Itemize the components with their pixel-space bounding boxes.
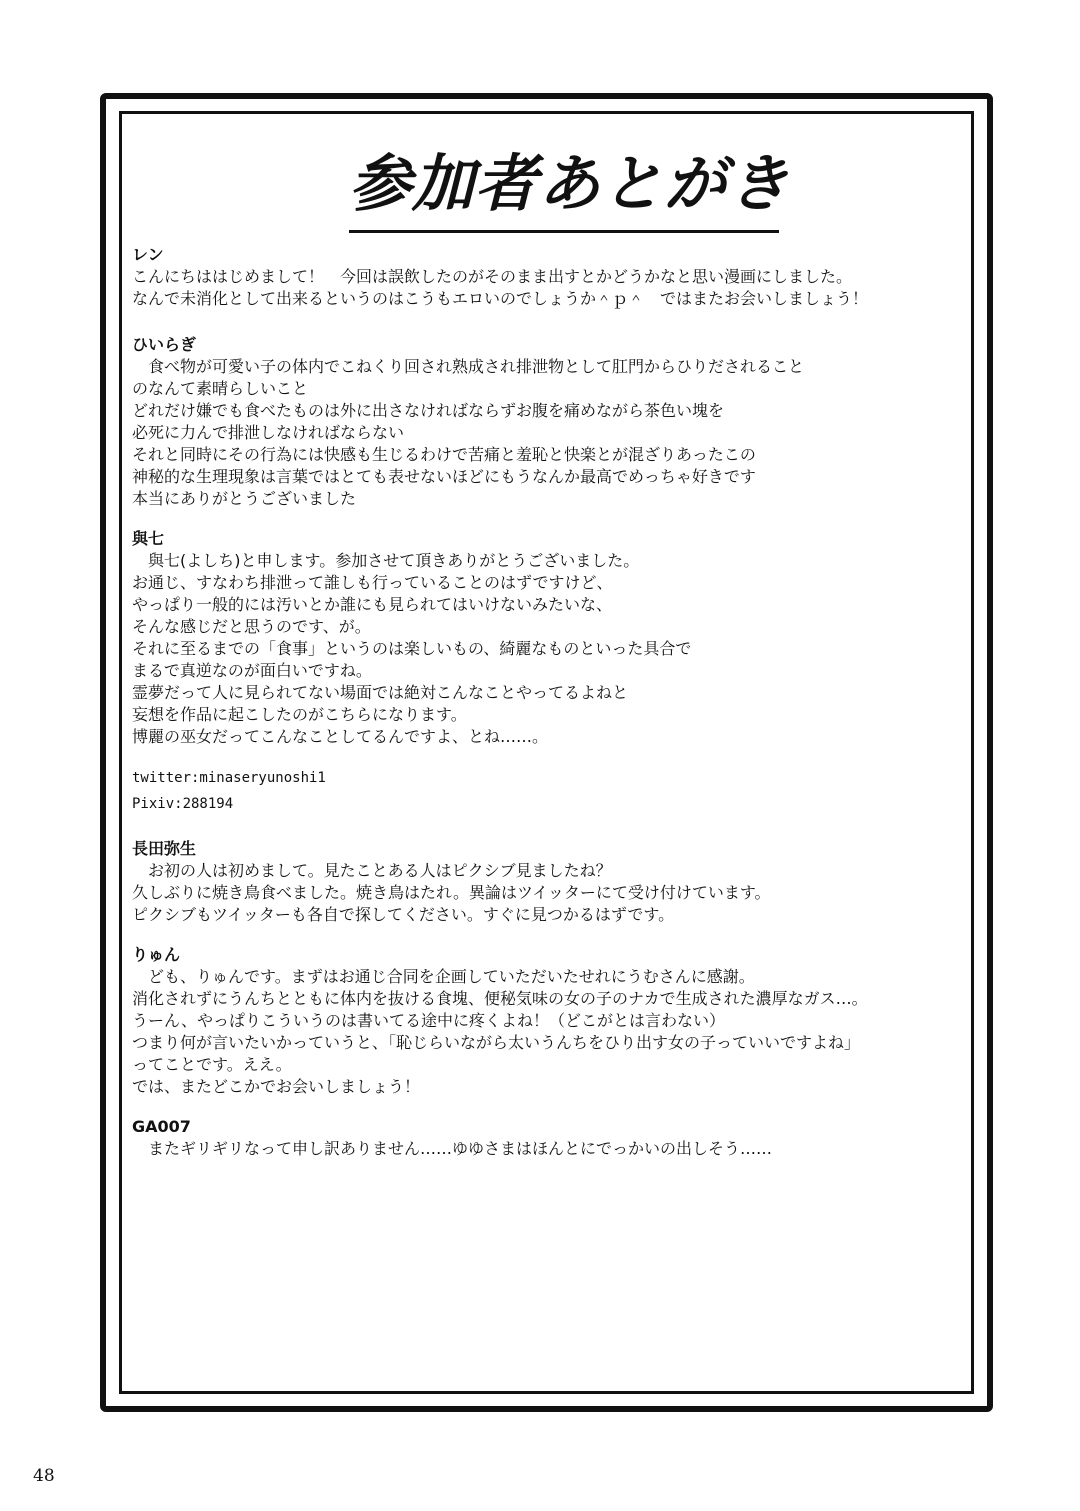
section-ga007 (132, 1116, 992, 1160)
text-line: なんで未消化として出来るというのはこうもエロいのでしょうか＾ｐ＾ ではまたお会いしましょう！ (132, 289, 869, 308)
author-name: GA007 (132, 1117, 191, 1136)
text-line: ピクシブもツイッターも各自で探してください。すぐに見つかるはずです。 (132, 905, 675, 924)
text-line: そんな感じだと思うのです、が。 (132, 617, 371, 636)
text-line: まるで真逆なのが面白いですね。 (132, 661, 372, 680)
author-name: 與七 (132, 529, 165, 548)
text-line: それに至るまでの「食事」というのは楽しいもの、綺麗なものといった具合で (132, 639, 692, 658)
text-line: 本当にありがとうございました (132, 489, 357, 508)
text-line: 消化されずにうんちとともに体内を抜ける食塊、便秘気味の女の子のナカで生成された濃厚なガス…。 (132, 989, 868, 1008)
text-line: 博麗の巫女だってこんなことしてるんですよ、とね……。 (132, 727, 549, 746)
text-line: お初の人は初めまして。見たことある人はピクシブ見ましたね？ (132, 861, 612, 880)
text-line: 妄想を作品に起こしたのがこちらになります。 (132, 705, 467, 724)
section-ryun (132, 944, 992, 1098)
text-line: 神秘的な生理現象は言葉ではとても表せないほどにもうなんか最高でめっちゃ好きです (132, 467, 756, 486)
section-hiiragi (132, 334, 992, 510)
text-line: 必死に力んで排泄しなければならない (132, 423, 405, 442)
twitter-handle: twitter:minaseryunoshi1 (132, 770, 326, 786)
text-line: どれだけ嫌でも食べたものは外に出さなければならずお腹を痛めながら茶色い塊を (132, 401, 725, 420)
inner-frame (119, 111, 974, 1394)
text-line: ども、りゅんです。まずはお通じ合同を企画していただいたせれにうむさんに感謝。 (132, 967, 755, 986)
author-name: りゅん (132, 945, 181, 964)
author-name: ひいらぎ (132, 335, 197, 354)
text-line: 食べ物が可愛い子の体内でこねくり回され熟成され排泄物として肛門からひりだされること (132, 357, 805, 376)
text-line: 霊夢だって人に見られてない場面では絶対こんなことやってるよねと (132, 683, 629, 702)
page-number: 48 (33, 1466, 55, 1486)
text-line: うーん、やっぱりこういうのは書いてる途中に疼くよね！（どこがとは言わない） (132, 1011, 725, 1030)
section-nagata-yayoi (132, 838, 992, 926)
text-line: こんにちははじめまして！ 今回は誤飲したのがそのまま出すとかどうかなと思い漫画にしました。 (132, 267, 853, 286)
outer-frame (100, 93, 993, 1412)
text-line: ってことです。ええ。 (132, 1055, 292, 1074)
page-title: 参加者あとがき (349, 147, 791, 220)
text-line: つまり何が言いたいかっていうと、「恥じらいながら太いうんちをひり出す女の子っていいですよね」 (132, 1033, 861, 1052)
text-line: 與七(よしち)と申します。参加させて頂きありがとうございました。 (132, 551, 640, 570)
author-name: 長田弥生 (132, 839, 197, 858)
section-yoshichi (132, 528, 992, 814)
text-line: のなんて素晴らしいこと (132, 379, 309, 398)
afterword-content (132, 244, 992, 1178)
section-ren (132, 244, 992, 310)
title-underline (349, 230, 779, 233)
text-line: では、またどこかでお会いしましょう！ (132, 1077, 421, 1096)
text-line: やっぱり一般的には汚いとか誰にも見られてはいけないみたいな、 (132, 595, 613, 614)
author-name: レン (132, 245, 164, 264)
text-line: またギリギリなって申し訳ありません……ゆゆさまはほんとにでっかいの出しそう…… (132, 1139, 773, 1158)
title-block (349, 144, 791, 233)
text-line: それと同時にその行為には快感も生じるわけで苦痛と羞恥と快楽とが混ざりあったこの (132, 445, 756, 464)
text-line: お通じ、すなわち排泄って誰しも行っていることのはずですけど、 (132, 573, 613, 592)
text-line: 久しぶりに焼き鳥食べました。焼き鳥はたれ。異論はツイッターにて受け付けています。 (132, 883, 771, 902)
pixiv-id: Pixiv:288194 (132, 796, 234, 812)
